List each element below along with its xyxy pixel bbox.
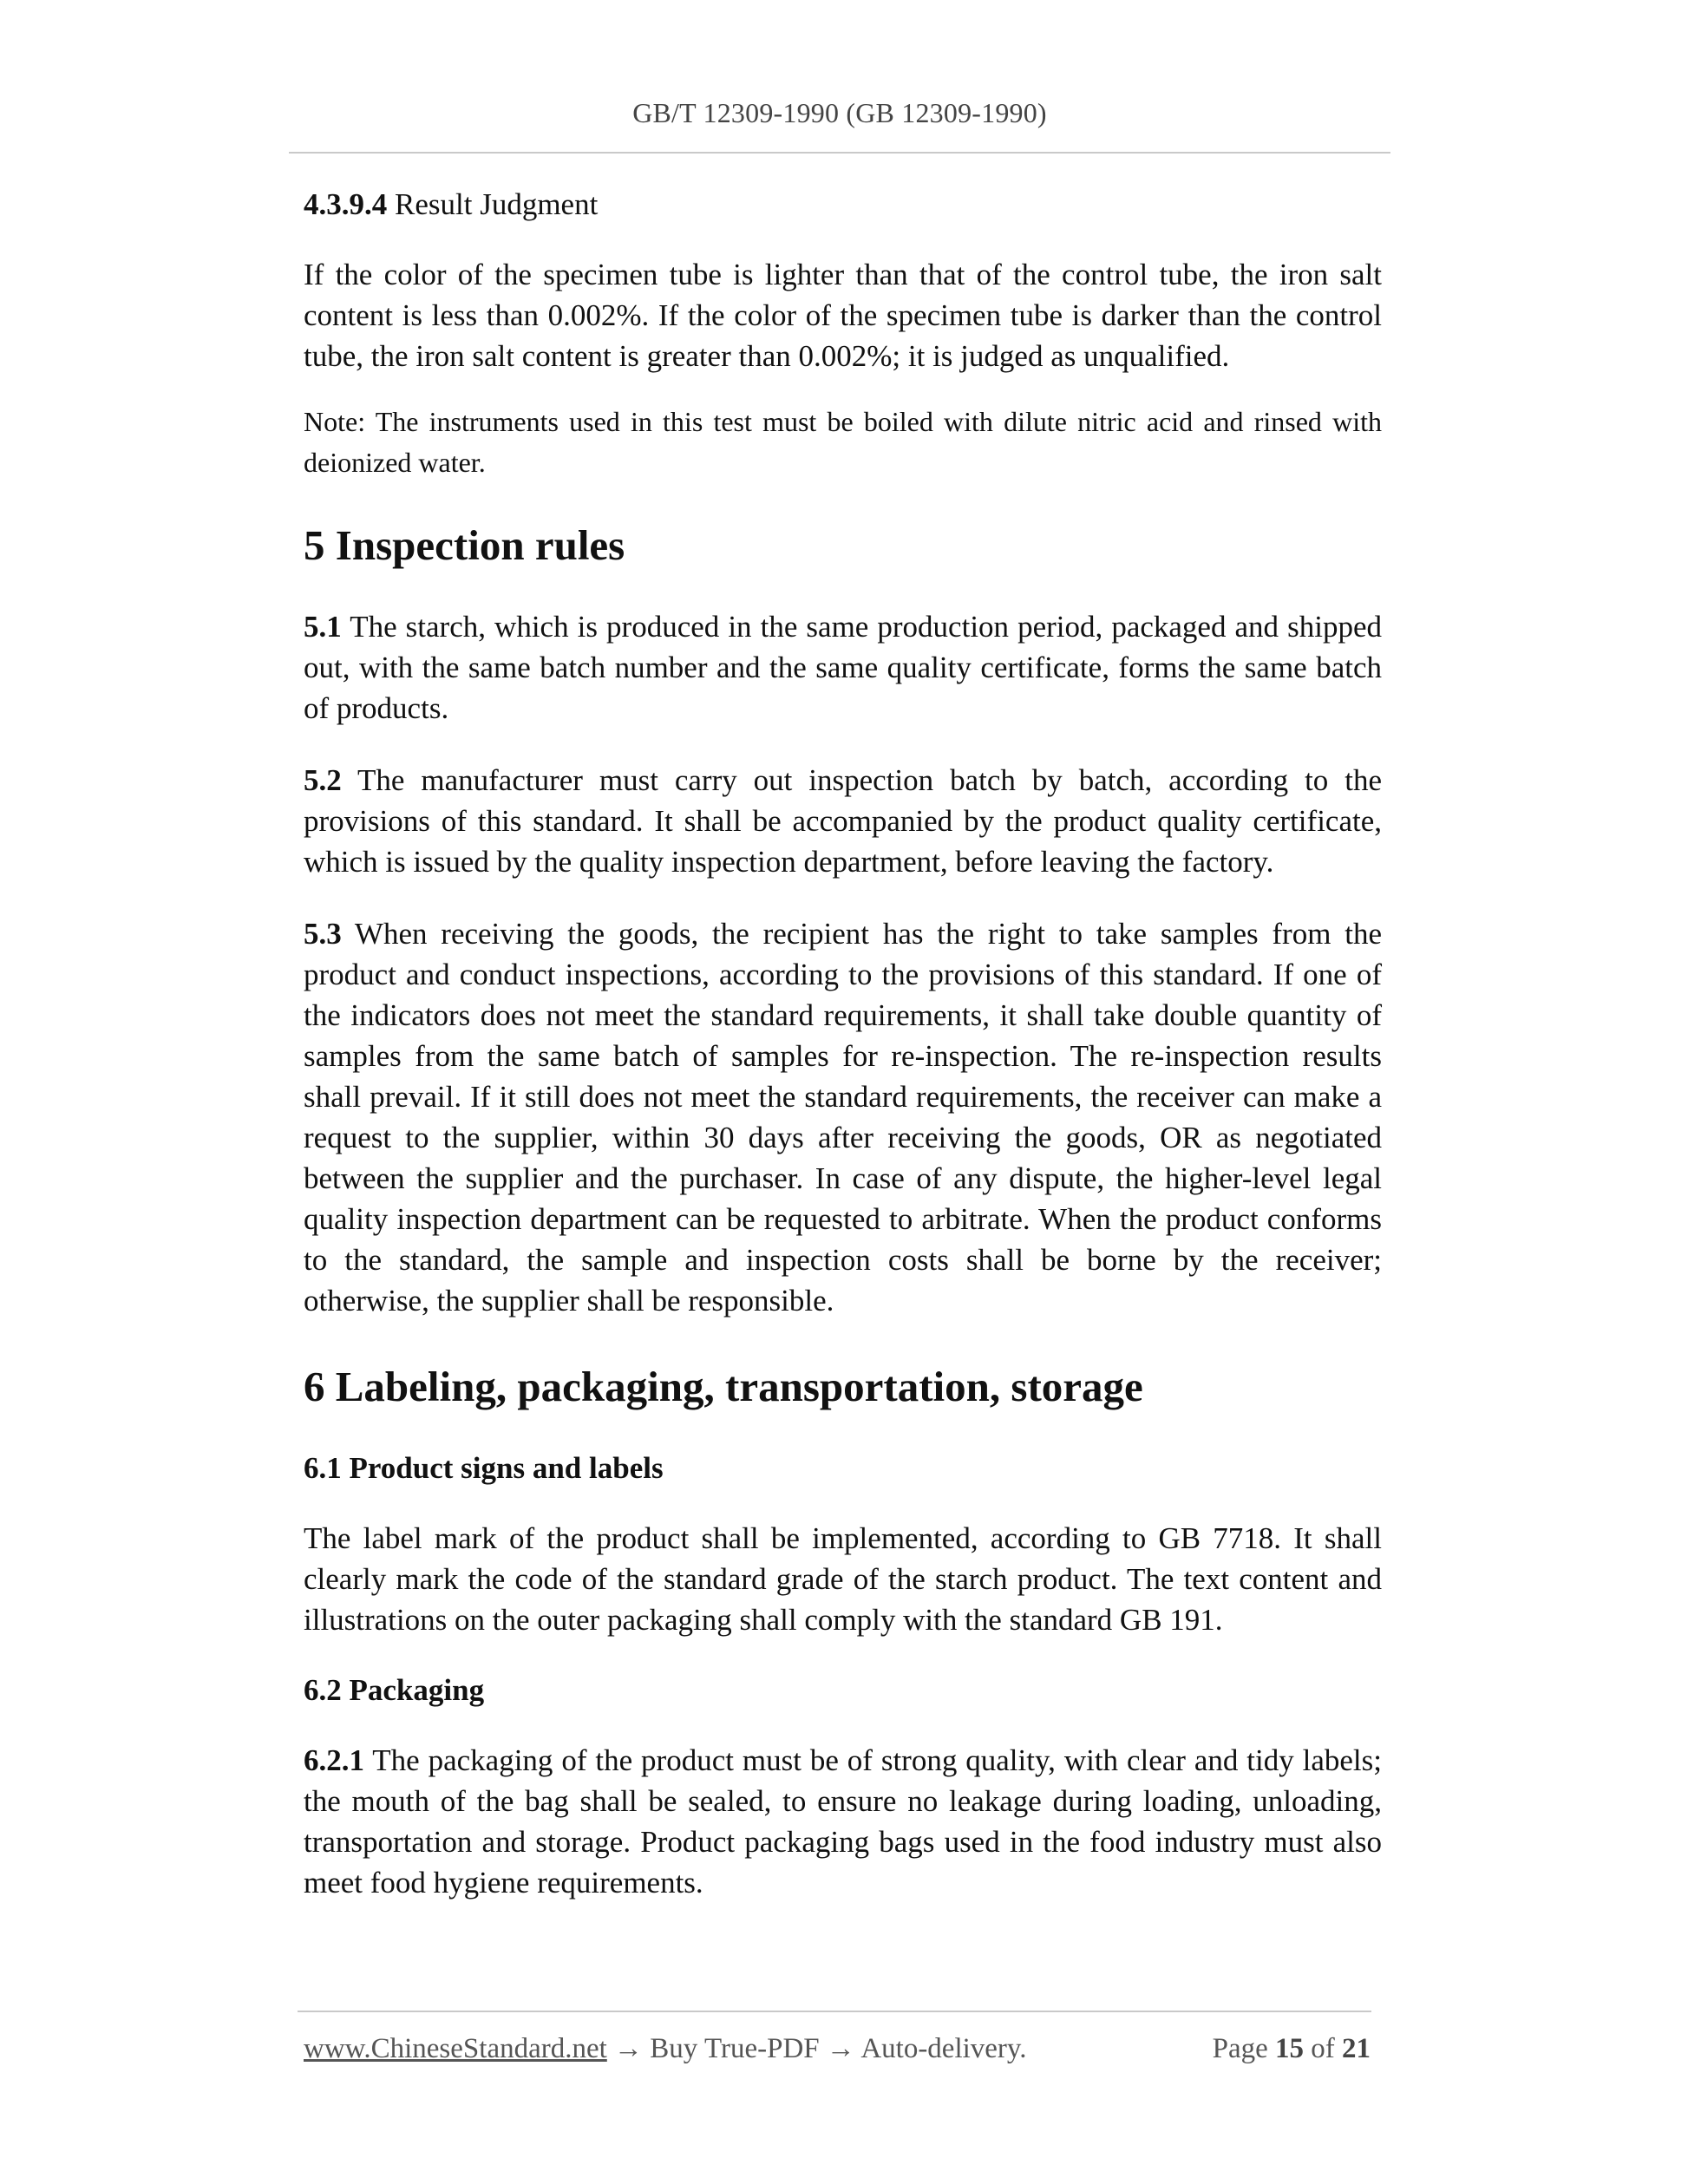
page-label: Page bbox=[1212, 2033, 1268, 2064]
footer-left bbox=[304, 2030, 1027, 2068]
section-6-2-heading: 6.2 Packaging bbox=[304, 1673, 485, 1707]
section-6-heading: 6 Labeling, packaging, transportation, storage bbox=[304, 1363, 1143, 1410]
section-title: Result Judgment bbox=[395, 187, 599, 221]
clause-5-2 bbox=[304, 760, 1382, 882]
section-6-1-paragraph: The label mark of the product shall be implemented, according to GB 7718. It shall clearly mark the code of the standard grade of the starch product. The text content and illustrations on the outer packaging shall comply with the standard GB 191. bbox=[304, 1521, 1382, 1637]
clause-number: 5.2 bbox=[304, 763, 342, 797]
buy-pdf-text: Buy True-PDF bbox=[650, 2033, 820, 2064]
clause-number: 6.2.1 bbox=[304, 1743, 364, 1777]
page-footer bbox=[304, 2030, 1371, 2068]
clause-text: When receiving the goods, the recipient has the right to take samples from the product and conduct inspections, according to the provisions of this standard. If one of the indicators does not meet the standard requirements, it shall take double quantity of samples from the same batch of samples for re-inspection. The re-inspection results shall prevail. If it still does not meet the standard requirements, the receiver can make a request to the supplier, within 30 days after receiving the goods, OR as negotiated between the supplier and the purchaser. In case of any dispute, the higher-level legal quality inspection department can be requested to arbitrate. When the product conforms to the standard, the sample and inspection costs shall be borne by the receiver; otherwise, the supplier shall be responsible. bbox=[304, 917, 1382, 1318]
footer-divider bbox=[298, 2011, 1371, 2012]
section-number: 4.3.9.4 bbox=[304, 187, 388, 221]
section-5-heading: 5 Inspection rules bbox=[304, 521, 625, 569]
website-link[interactable]: www.ChineseStandard.net bbox=[304, 2033, 607, 2064]
arrow-right-icon: → bbox=[614, 2033, 644, 2064]
of-label: of bbox=[1311, 2033, 1335, 2064]
clause-5-3 bbox=[304, 913, 1382, 1321]
auto-delivery-text: Auto-delivery. bbox=[860, 2033, 1027, 2064]
clause-text: The packaging of the product must be of strong quality, with clear and tidy labels; the mouth of the bag shall be sealed, to ensure no leakage during loading, unloading, transportation and storage. Product packaging bags used in the food industry must also meet food hygiene requirements. bbox=[304, 1743, 1382, 1900]
clause-text: The manufacturer must carry out inspection batch by batch, according to the provisions of this standard. It shall be accompanied by the product quality certificate, which is issued by the quality inspection department, before leaving the factory. bbox=[304, 763, 1382, 879]
note-paragraph: Note: The instruments used in this test must be boiled with dilute nitric acid and rinsed with deionized water. bbox=[304, 406, 1382, 478]
document-body bbox=[304, 184, 1382, 1903]
result-judgment-paragraph: If the color of the specimen tube is lighter than that of the control tube, the iron salt content is less than 0.002%. If the color of the specimen tube is darker than the control tube, the iron salt content is greater than 0.002%; it is judged as unqualified. bbox=[304, 258, 1382, 373]
clause-text: The starch, which is produced in the same production period, packaged and shipped out, with the same batch number and the same quality certificate, forms the same batch of products. bbox=[304, 610, 1382, 725]
clause-number: 5.1 bbox=[304, 610, 342, 644]
total-pages-number: 21 bbox=[1342, 2033, 1371, 2064]
clause-number: 5.3 bbox=[304, 917, 342, 951]
page-indicator bbox=[1213, 2030, 1371, 2068]
page-header: GB/T 12309-1990 (GB 12309-1990) bbox=[632, 97, 1047, 128]
arrow-right-icon: → bbox=[826, 2033, 855, 2064]
section-4-3-9-4-heading bbox=[304, 184, 1382, 225]
section-6-1-heading: 6.1 Product signs and labels bbox=[304, 1451, 664, 1485]
current-page-number: 15 bbox=[1275, 2033, 1304, 2064]
header-divider bbox=[289, 152, 1390, 154]
clause-6-2-1 bbox=[304, 1740, 1382, 1903]
clause-5-1 bbox=[304, 606, 1382, 729]
